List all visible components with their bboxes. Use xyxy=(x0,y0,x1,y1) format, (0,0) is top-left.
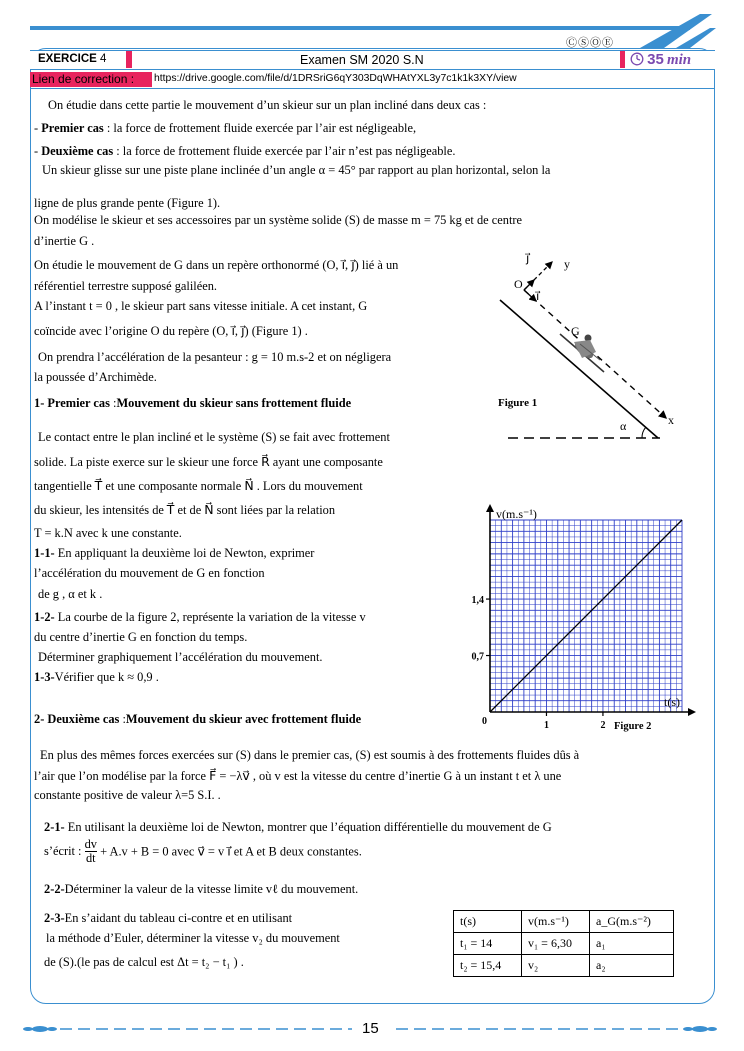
part1-line: Le contact entre le plan incliné et le système (S) se fait avec frottement xyxy=(38,430,390,444)
question-line: l’accélération du mouvement de G en fonction xyxy=(34,566,265,580)
label-G: G xyxy=(571,324,580,338)
part2-line: constante positive de valeur λ=5 S.I. . xyxy=(34,788,221,802)
table-header: a_G(m.s⁻²) xyxy=(590,911,674,933)
duration-accent-bar xyxy=(620,51,625,68)
question-line: de g , α et k . xyxy=(38,587,103,601)
table-header: v(m.s⁻¹) xyxy=(522,911,590,933)
duration: 35 min xyxy=(630,51,691,69)
y-tick-label: 1,4 xyxy=(471,595,484,607)
question-line: de (S).(le pas de calcul est Δt = t₂ − t₁ ) . xyxy=(44,955,244,969)
intro-line: On prendra l’accélération de la pesanteur : g = 10 m.s-2 et on négligera xyxy=(38,350,392,364)
exam-title: Examen SM 2020 S.N xyxy=(300,53,424,67)
incline-line xyxy=(500,300,658,438)
origin-label: 0 xyxy=(482,716,487,727)
unit-vector-j xyxy=(524,280,534,290)
y-axis-label: v(m.s⁻¹) xyxy=(496,507,537,521)
table-header-row xyxy=(454,911,674,933)
question-line: du centre d’inertie G en fonction du temps. xyxy=(34,630,248,644)
table-row xyxy=(454,955,674,977)
label-j: j⃗ xyxy=(526,251,530,265)
x-tick-label: 1 xyxy=(543,720,549,731)
clock-icon xyxy=(630,52,644,66)
page-number: 15 xyxy=(362,1020,379,1037)
correction-line xyxy=(30,72,715,88)
intro-line: ligne de plus grande pente (Figure 1). xyxy=(34,196,221,210)
figure-2-chart xyxy=(462,500,702,732)
license-badge: ⒸⓈⓄⒺ xyxy=(566,37,614,49)
case2-line: - Deuxième cas : la force de frottement fluide exercée par l’air n’est pas négligeable. xyxy=(34,144,456,158)
label-y: y xyxy=(564,257,570,271)
header-decoration xyxy=(0,0,744,50)
table-cell: v₂ xyxy=(522,955,590,977)
unit-vector-i xyxy=(524,290,536,301)
exercise-accent-bar xyxy=(126,51,132,68)
skier-icon xyxy=(560,334,604,372)
intro-line: référentiel terrestre supposé galiléen. xyxy=(34,279,218,293)
intro-line: la poussée d’Archimède. xyxy=(34,370,157,384)
question-line: s’écrit : $\frac{dv}{dt}$ + A.v + B = 0 avec v⃗ = v i⃗ et A et B deux constantes. xyxy=(44,837,362,865)
part2-title: 2- Deuxième cas :Mouvement du skieur avec frottement fluide xyxy=(34,712,362,726)
part1-line: tangentielle T⃗ et une composante normale N⃗ . Lors du mouvement xyxy=(34,479,363,493)
figure-1 xyxy=(470,240,700,450)
correction-label: Lien de correction : xyxy=(32,72,135,86)
case1-line: - Premier cas : la force de frottement fluide exercée par l’air est négligeable, xyxy=(34,121,417,135)
part1-line: T = k.N avec k une constante. xyxy=(34,526,182,540)
label-i: i⃗ xyxy=(536,289,540,303)
figure-1-caption: Figure 1 xyxy=(498,397,538,409)
intro-line: On modélise le skieur et ses accessoires par un système solide (S) de masse m = 75 kg et de centre xyxy=(34,213,523,227)
question-1-1: 1-1- En appliquant la deuxième loi de Newton, exprimer xyxy=(34,546,315,560)
question-1-3: 1-3-Vérifier que k ≈ 0,9 . xyxy=(34,670,159,684)
euler-table xyxy=(453,910,674,977)
table-row xyxy=(454,933,674,955)
question-2-3: 2-3-En s’aidant du tableau ci-contre et en utilisant xyxy=(44,911,293,925)
y-axis-arrow xyxy=(486,504,494,512)
correction-link[interactable]: https://drive.google.com/file/d/1DRSriG6qY303DqWHAtYXL3y7c1k1k3XY/view xyxy=(154,73,517,84)
question-line: Déterminer graphiquement l’accélération du mouvement. xyxy=(38,650,323,664)
figure-2-caption: Figure 2 xyxy=(614,721,652,732)
y-tick-label: 0,7 xyxy=(471,651,484,663)
part1-line: solide. La piste exerce sur le skieur une force R⃗ ayant une composante xyxy=(34,455,383,469)
exercise-header xyxy=(30,50,715,70)
x-axis xyxy=(524,290,666,418)
label-x: x xyxy=(668,413,674,427)
question-2-1: 2-1- En utilisant la deuxième loi de Newton, montrer que l’équation différentielle du mouvement de G xyxy=(44,820,552,834)
part2-line: En plus des mêmes forces exercées sur (S) dans le premier cas, (S) est soumis à des frottements fluides dûs à xyxy=(40,748,580,762)
correction-divider xyxy=(30,88,715,89)
part1-title: 1- Premier cas :Mouvement du skieur sans frottement fluide xyxy=(34,396,352,410)
x-tick-label: 2 xyxy=(600,720,606,731)
x-axis-label: t(s) xyxy=(664,695,680,709)
part1-line: du skieur, les intensités de T⃗ et de N⃗ sont liées par la relation xyxy=(34,503,336,517)
table-header: t(s) xyxy=(454,911,522,933)
angle-arc xyxy=(642,427,646,438)
intro-line: Un skieur glisse sur une piste plane inclinée d’un angle α = 45° par rapport au plan horizontal, selon la xyxy=(42,163,551,177)
exercise-label: EXERCICE 4 xyxy=(38,53,107,65)
intro-line: d’inertie G . xyxy=(34,234,95,248)
table-cell: v₁ = 6,30 xyxy=(522,933,590,955)
question-2-2: 2-2-Déterminer la valeur de la vitesse limite vℓ du mouvement. xyxy=(44,882,359,896)
question-line: la méthode d’Euler, déterminer la vitesse v₂ du mouvement xyxy=(46,931,340,945)
table-cell: a₁ xyxy=(590,933,674,955)
table-cell: t₂ = 15,4 xyxy=(454,955,522,977)
label-O: O xyxy=(514,277,523,291)
question-1-2: 1-2- La courbe de la figure 2, représente la variation de la vitesse v xyxy=(34,610,366,624)
table-cell: t₁ = 14 xyxy=(454,933,522,955)
intro-line: coïncide avec l’origine O du repère (O, i⃗, j⃗) (Figure 1) . xyxy=(34,324,308,338)
intro-line: On étudie dans cette partie le mouvement d’un skieur sur un plan incliné dans deux cas : xyxy=(48,98,487,112)
intro-line: On étudie le mouvement de G dans un repère orthonormé (O, i⃗, j⃗) lié à un xyxy=(34,258,399,272)
label-alpha: α xyxy=(620,419,627,433)
x-axis-arrow xyxy=(688,708,696,716)
table-cell: a₂ xyxy=(590,955,674,977)
part2-line: l’air que l’on modélise par la force F⃗ = −λv⃗ , où v est la vitesse du centre d’inertie G à un instant t et λ une xyxy=(34,769,562,783)
intro-line: A l’instant t = 0 , le skieur part sans vitesse initiale. A cet instant, G xyxy=(34,299,368,313)
